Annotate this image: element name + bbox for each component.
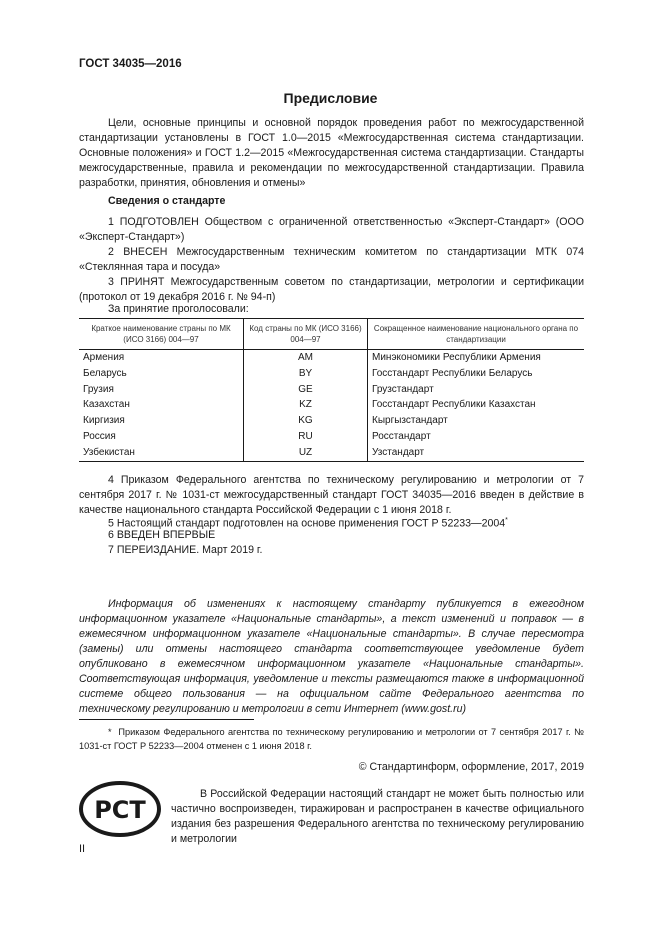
cell-body: Кыргызстандарт <box>372 415 448 427</box>
cell-body: Росстандарт <box>372 430 431 442</box>
page-number: II <box>79 843 86 855</box>
cell-country: Грузия <box>83 383 114 395</box>
cell-country: Беларусь <box>83 367 127 379</box>
cell-body: Госстандарт Республики Казахстан <box>372 399 536 411</box>
table-row <box>79 429 584 445</box>
item-1: 1 ПОДГОТОВЛЕН Обществом с ограниченной ответственностью «Эксперт-Стандарт» (ООО «Эксперт-Стандарт») <box>79 216 584 243</box>
footnote <box>79 725 584 753</box>
item-3: 3 ПРИНЯТ Межгосударственным советом по стандартизации, метрологии и сертификации (протокол от 19 декабря 2016 г. № 94-п) <box>79 276 584 303</box>
item-2: 2 ВНЕСЕН Межгосударственным техническим комитетом по стандартизации МТК 074 «Стеклянная тара и посуда» <box>79 246 584 273</box>
table-row <box>79 382 584 398</box>
item-5-text: 5 Настоящий стандарт подготовлен на основе применения ГОСТ Р 52233—2004 <box>108 517 506 530</box>
table-header-row <box>79 319 584 350</box>
cell-code: GE <box>244 382 368 398</box>
cell-body: Грузстандарт <box>372 383 434 395</box>
cell-code: RU <box>244 429 368 445</box>
table-row <box>79 350 584 366</box>
info-paragraph: Информация об изменениях к настоящему стандарту публикуется в ежегодном информационном указателе «Национальные стандарты», а текст изменений и поправок — в ежемесячном информационном указателе «Национальные стандарты». В случае пересмотра (замены) или отмены настоящего стандарта соответствующее уведомление будет опубликовано в ежемесячном информационном указателе «Национальные стандарты». Соответствующая информация, уведомление и тексты размещаются также в информационной системе общего пользования — на официальном сайте Федерального агентства по техническому регулированию и метрологии в сети Интернет (www.gost.ru) <box>79 598 584 715</box>
rst-logo-icon <box>79 781 161 837</box>
footnote-mark: * <box>108 727 112 737</box>
cell-country: Узбекистан <box>79 445 244 461</box>
table-header-body: Сокращенное наименование национального органа по стандартизации <box>368 319 585 350</box>
countries-table <box>79 318 584 462</box>
item-6: 6 ВВЕДЕН ВПЕРВЫЕ <box>108 529 216 541</box>
cell-code: UZ <box>244 445 368 461</box>
cell-code: BY <box>244 366 368 382</box>
table-row <box>79 445 584 461</box>
cell-code: KZ <box>244 397 368 413</box>
cell-body: Узстандарт <box>368 445 585 461</box>
table-row <box>79 366 584 382</box>
cell-country: Армения <box>83 352 125 363</box>
cell-code: AM <box>244 350 368 366</box>
footnote-divider <box>79 719 254 720</box>
footnote-text: Приказом Федерального агентства по техническому регулированию и метрологии от 7 сентября 2017 г. № 1031-ст ГОСТ Р 52233—2004 отменен с 1 июня 2018 г. <box>79 727 584 751</box>
item-7: 7 ПЕРЕИЗДАНИЕ. Март 2019 г. <box>108 544 263 556</box>
rst-logo <box>79 781 161 842</box>
copyright: © Стандартинформ, оформление, 2017, 2019 <box>358 761 584 773</box>
table-row <box>79 397 584 413</box>
cell-country: Россия <box>83 430 116 442</box>
rights-notice: В Российской Федерации настоящий стандарт не может быть полностью или частично воспроизведен, тиражирован и распространен в качестве официального издания без разрешения Федерального агентства по техническому регулированию и метрологии <box>171 788 584 845</box>
vote-label: За принятие проголосовали: <box>108 303 249 315</box>
document-code: ГОСТ 34035—2016 <box>79 58 182 70</box>
cell-country: Казахстан <box>83 399 130 411</box>
item-4: 4 Приказом Федерального агентства по техническому регулированию и метрологии от 7 сентября 2017 г. № 1031-ст межгосударственный стандарт ГОСТ 34035—2016 введен в действие в качестве национального стандарта Российской Федерации с 1 июня 2018 г. <box>79 474 584 516</box>
section-title: Сведения о стандарте <box>108 195 226 207</box>
cell-body: Госстандарт Республики Беларусь <box>372 367 533 379</box>
table-row <box>79 413 584 429</box>
cell-body: Минэкономики Республики Армения <box>372 352 541 363</box>
logo-lettering: РСТ <box>94 796 146 824</box>
item-5-footnote-mark: * <box>505 517 508 524</box>
page-title: Предисловие <box>283 90 378 106</box>
cell-country: Киргизия <box>83 415 125 427</box>
table-header-country: Краткое наименование страны по МК (ИСО 3166) 004—97 <box>79 319 244 350</box>
cell-code: KG <box>244 413 368 429</box>
table-header-code: Код страны по МК (ИСО 3166) 004—97 <box>244 319 368 350</box>
intro-paragraph: Цели, основные принципы и основной порядок проведения работ по межгосударственной стандартизации установлены в ГОСТ 1.0—2015 «Межгосударственная система стандартизации. Основные положения» и ГОСТ 1.2—2015 «Межгосударственная система стандартизации. Стандарты межгосударственные, правила и рекомендации по межгосударственной стандартизации. Правила разработки, принятия, обновления и отмены» <box>79 117 584 189</box>
